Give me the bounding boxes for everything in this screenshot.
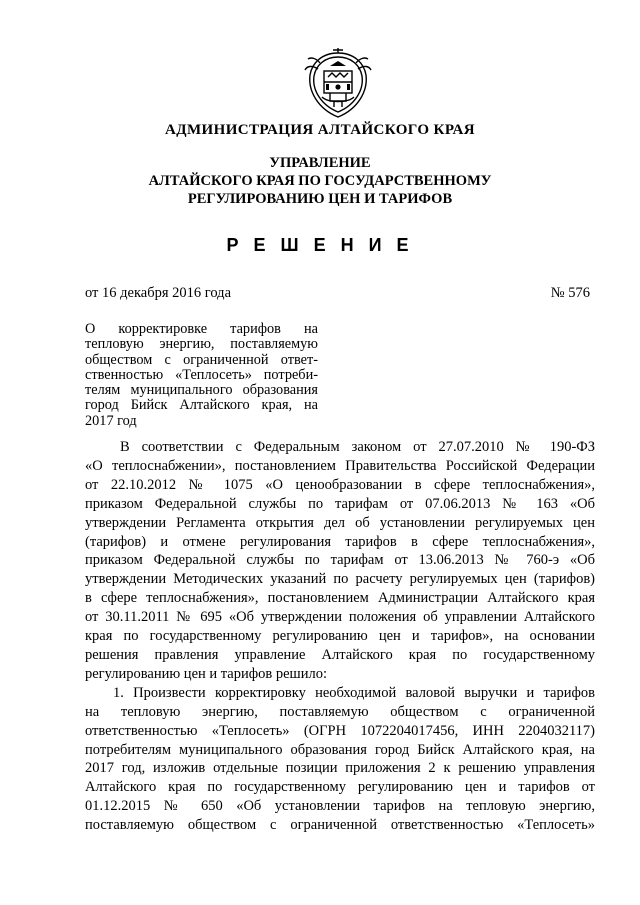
subject-line: 2017 год: [85, 412, 137, 429]
body-line: утверждении Регламента открытия дел об установлении регулируемых цен: [85, 514, 595, 531]
body-line: потребителям муниципального образования город Бийск Алтайского края, на: [85, 741, 595, 758]
altai-krai-coat-of-arms-icon: [300, 47, 376, 123]
subject-line: ственностью «Теплосеть» потреби-: [85, 366, 318, 383]
body-line: В соответствии с Федеральным законом от 27.07.2010 № 190-ФЗ: [120, 439, 595, 455]
subject-line: О корректировке тарифов на: [85, 321, 318, 337]
department-line-1: УПРАВЛЕНИЕ: [269, 155, 371, 171]
body-line: 1. Произвести корректировку необходимой валовой выручки и тарифов: [113, 684, 595, 701]
body-line: решения правления управление Алтайского края по государственному: [85, 646, 595, 663]
organization-title: АДМИНИСТРАЦИЯ АЛТАЙСКОГО КРАЯ: [165, 122, 475, 138]
body-line: приказом Федеральной службы по тарифам от 07.06.2013 № 163 «Об: [85, 495, 595, 512]
body-line: «О теплоснабжении», постановлением Правительства Российской Федерации: [85, 457, 595, 474]
body-line: Алтайского края по государственному регулированию цен и тарифов от: [85, 779, 595, 796]
body-line: 01.12.2015 № 650 «Об установлении тарифов на тепловую энергию,: [85, 798, 595, 815]
decision-number: № 576: [550, 285, 590, 301]
body-line: поставляемую обществом с ограниченной ответственностью «Теплосеть»: [85, 817, 595, 834]
department-line-2: АЛТАЙСКОГО КРАЯ ПО ГОСУДАРСТВЕННОМУ: [148, 173, 492, 189]
body-line: от 30.11.2011 № 695 «Об утверждении положения об управлении Алтайского: [85, 609, 595, 626]
body-line: края по государственному регулированию цен и тарифов», на основании: [85, 628, 595, 645]
document-type-heading: Р Е Ш Е Н И Е: [226, 235, 414, 255]
body-line: приказом Федеральной службы по тарифам от 13.06.2013 № 760-э «Об: [85, 552, 595, 569]
body-line: от 22.10.2012 № 1075 «О ценообразовании в сфере теплоснабжения»,: [85, 476, 595, 493]
department-line-3: РЕГУЛИРОВАНИЮ ЦЕН И ТАРИФОВ: [187, 191, 453, 207]
body-line: утверждении Методических указаний по расчету регулируемых цен (тарифов): [85, 571, 595, 588]
decision-date: от 16 декабря 2016 года: [85, 285, 231, 301]
body-line: в сфере теплоснабжения», постановлением Администрации Алтайского края: [85, 590, 595, 607]
subject-line: город Бийск Алтайского края, на: [85, 397, 318, 414]
decision-body: [85, 438, 595, 835]
subject-line: тепловую энергию, поставляемую: [85, 336, 318, 353]
body-line: ответственностью «Теплосеть» (ОГРН 1072204017456, ИНН 2204032117): [85, 722, 595, 739]
decision-subject: [85, 322, 318, 429]
body-line: на тепловую энергию, поставляемую обществом с ограниченной: [85, 703, 595, 720]
body-line: (тарифов) и отмене регулирования тарифов в сфере теплоснабжения»,: [85, 533, 595, 550]
body-line: регулированию цен и тарифов решило:: [85, 665, 327, 682]
subject-line: телям муниципального образования: [85, 382, 318, 399]
subject-line: обществом с ограниченной ответ-: [85, 351, 318, 368]
body-line: 2017 год, изложив отдельные позиции приложения 2 к решению управления: [85, 760, 595, 777]
